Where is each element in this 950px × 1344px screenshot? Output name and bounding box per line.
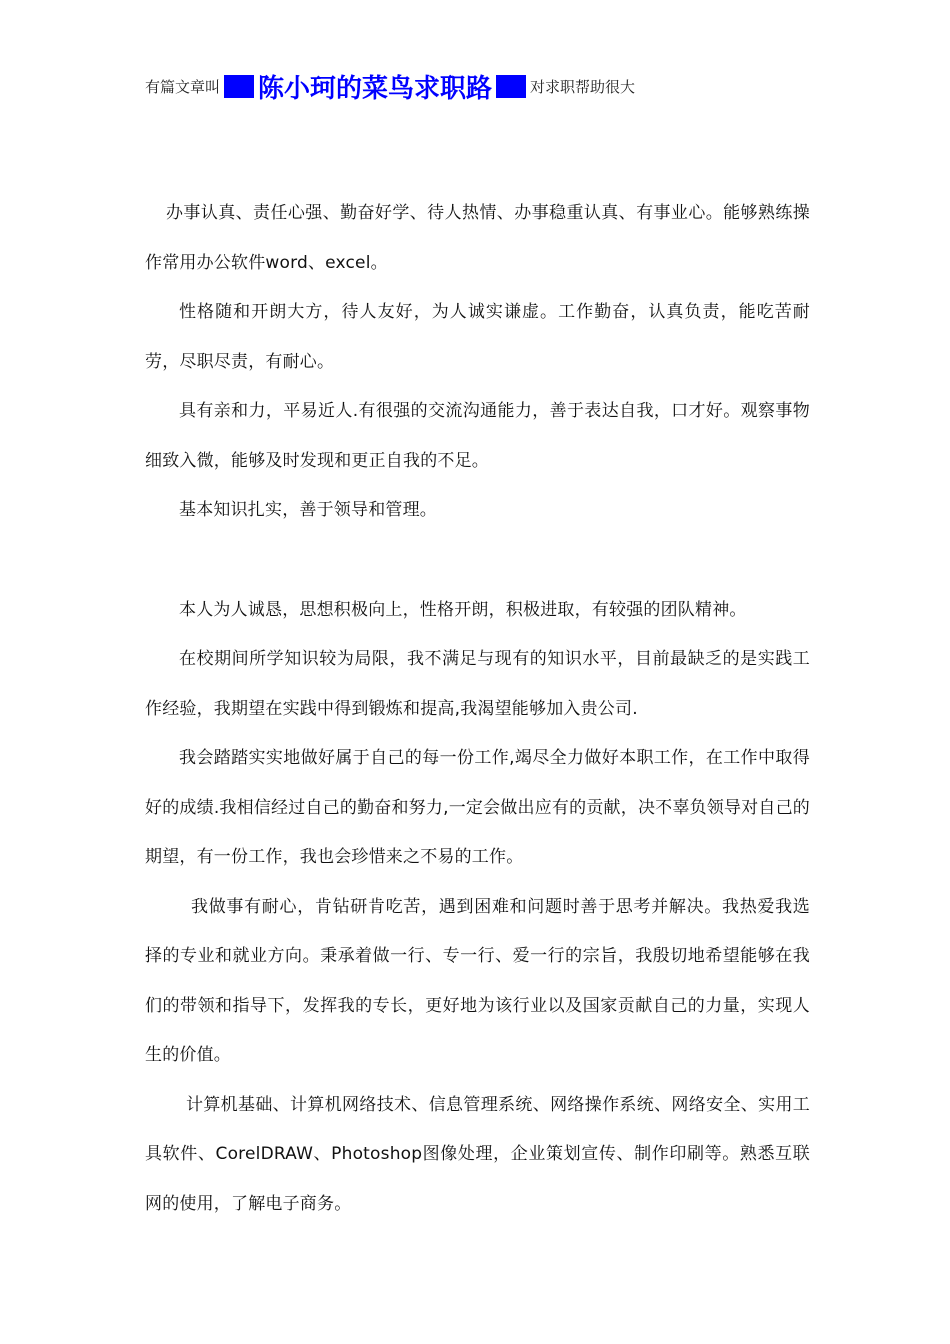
- blue-block-right: [496, 75, 526, 98]
- paragraph-5: 本人为人诚恳，思想积极向上，性格开朗，积极进取，有较强的团队精神。: [179, 599, 747, 620]
- paragraph-7: 我会踏踏实实地做好属于自己的每一份工作,竭尽全力做好本职工作，在工作中取得好的成绩.我相信经过自己的勤奋和努力,一定会做出应有的贡献，决不辜负领导对自己的期望，有一份工作，我也会珍惜来之不易的工作。: [145, 748, 810, 867]
- paragraph-3: 具有亲和力，平易近人.有很强的交流沟通能力，善于表达自我，口才好。观察事物细致入微，能够及时发现和更正自我的不足。: [145, 401, 810, 471]
- header-title: 陈小珂的菜鸟求职路: [258, 73, 493, 104]
- blue-block-left: [224, 75, 254, 98]
- paragraph-2: 性格随和开朗大方，待人友好，为人诚实谦虚。工作勤奋，认真负责，能吃苦耐劳，尽职尽责，有耐心。: [145, 302, 810, 372]
- paragraph-8: 我做事有耐心，肯钻研肯吃苦，遇到困难和问题时善于思考并解决。我热爱我选择的专业和就业方向。秉承着做一行、专一行、爱一行的宗旨，我殷切地希望能够在我们的带领和指导下，发挥我的专长，更好地为该行业以及国家贡献自己的力量，实现人生的价值。: [145, 896, 810, 1065]
- document-header: [145, 66, 635, 106]
- document-body: [145, 189, 810, 1229]
- paragraph-9: 计算机基础、计算机网络技术、信息管理系统、网络操作系统、网络安全、实用工具软件、CorelDRAW、Photoshop图像处理，企业策划宣传、制作印刷等。熟悉互联网的使用，了解电子商务。: [145, 1094, 810, 1214]
- paragraph-6: 在校期间所学知识较为局限，我不满足与现有的知识水平，目前最缺乏的是实践工作经验，我期望在实践中得到锻炼和提高,我渴望能够加入贵公司.: [145, 649, 810, 719]
- paragraph-4: 基本知识扎实，善于领导和管理。: [179, 500, 437, 520]
- header-left-text: 有篇文章叫: [145, 77, 221, 96]
- header-right-text: 对求职帮助很大: [530, 77, 636, 96]
- section-gap: [145, 536, 810, 586]
- paragraph-1: 办事认真、责任心强、勤奋好学、待人热情、办事稳重认真、有事业心。能够熟练操作常用办公软件word、excel。: [145, 203, 810, 273]
